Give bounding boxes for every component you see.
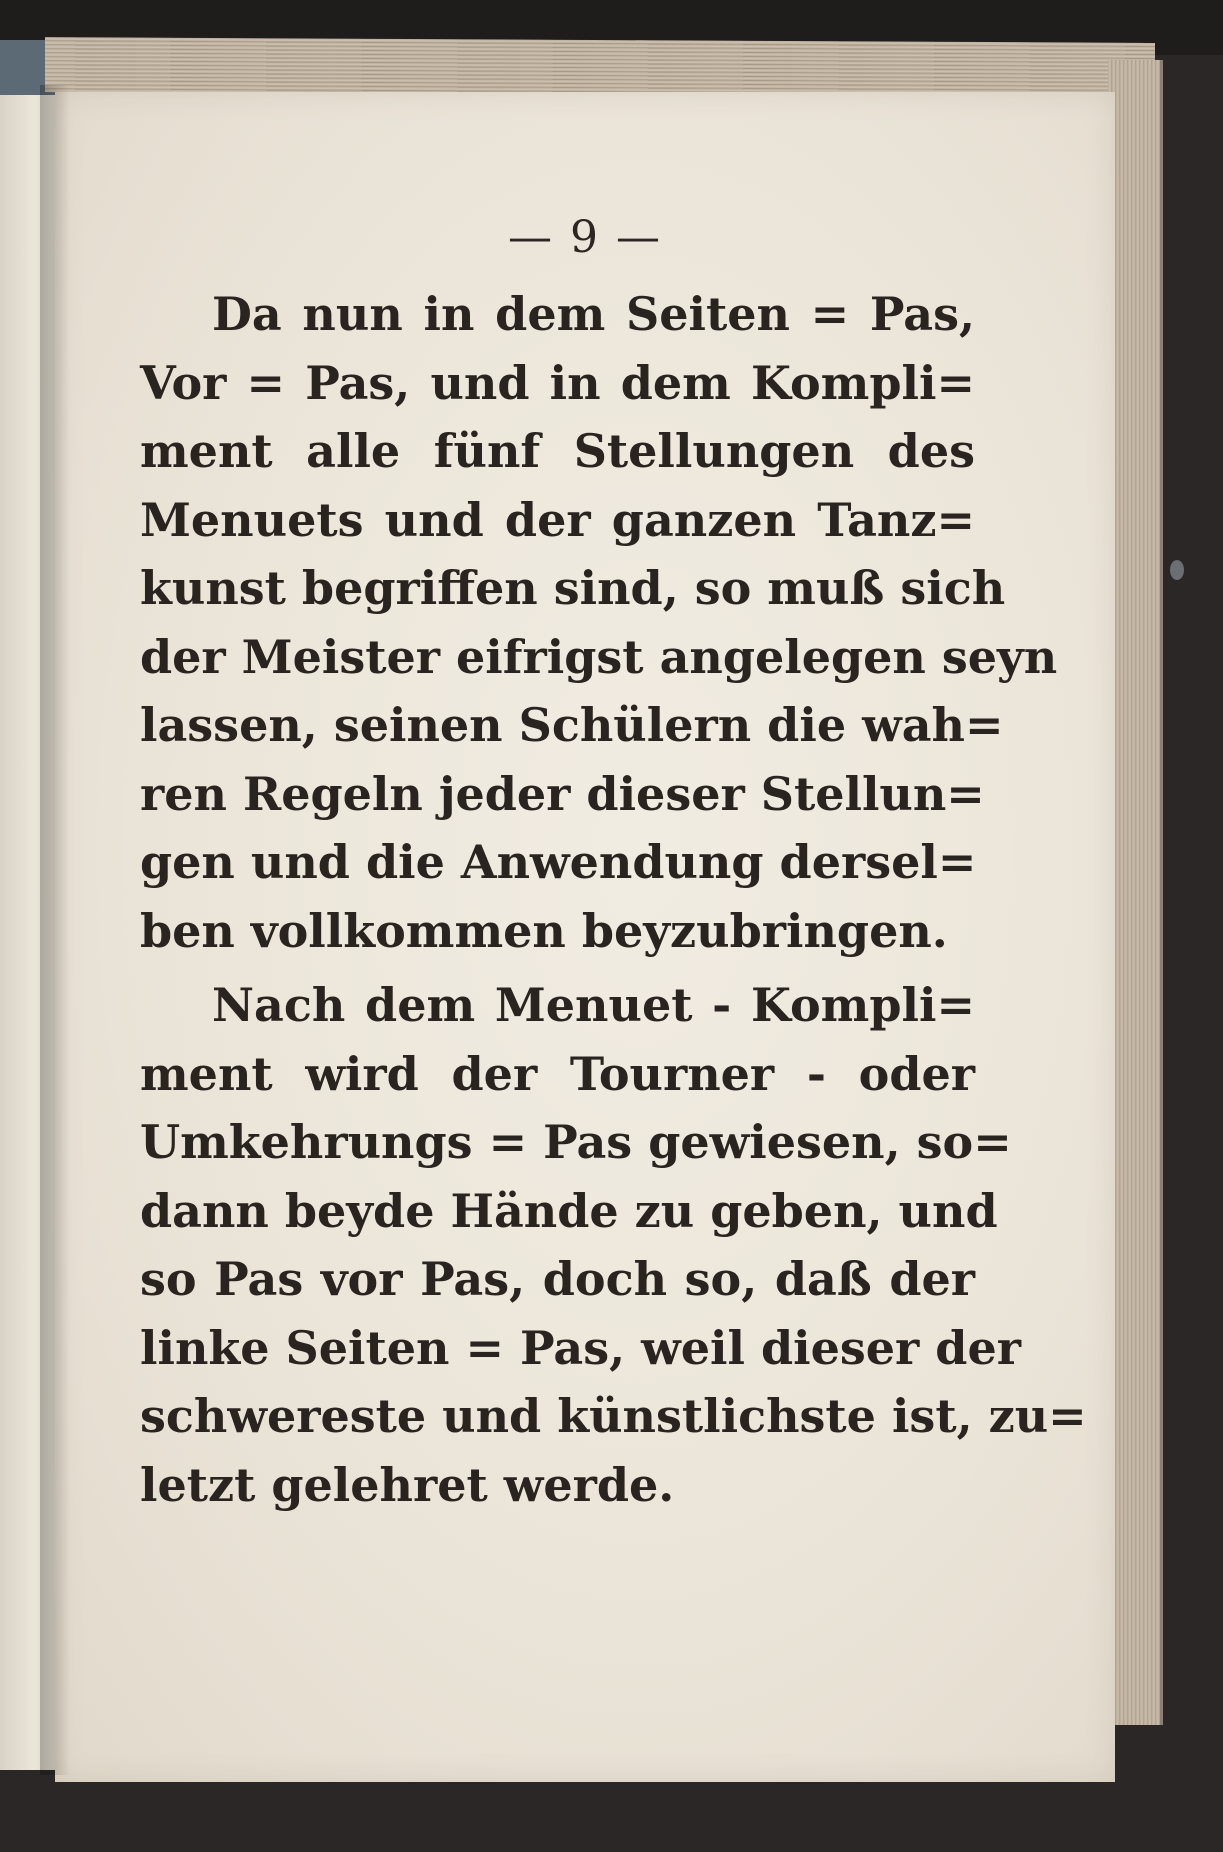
book-page xyxy=(55,92,1115,1782)
text-line: schwereste und künstlichste ist, zu= xyxy=(140,1389,1087,1443)
text-line: gen und die Anwendung dersel= xyxy=(140,835,977,889)
text-line: ment alle fünf Stellungen des xyxy=(140,424,975,478)
text-line: Umkehrungs = Pas gewiesen, so= xyxy=(140,1115,1012,1169)
edge-smudge xyxy=(1170,560,1184,580)
page-body-text xyxy=(140,280,1087,1519)
text-line: kunst begriffen sind, so muß sich xyxy=(140,561,1006,615)
page-stack-top-edge xyxy=(45,37,1155,98)
text-line: letzt gelehret werde. xyxy=(140,1457,675,1512)
text-line: ben vollkommen beyzubringen. xyxy=(140,903,948,958)
text-line: Da nun in dem Seiten = Pas, xyxy=(212,287,975,341)
text-line: ren Regeln jeder dieser Stellun= xyxy=(140,766,985,821)
text-line: Nach dem Menuet - Kompli= xyxy=(212,978,975,1032)
text-line: der Meister eifrigst angelegen seyn xyxy=(140,629,1058,684)
text-line: Vor = Pas, und in dem Kompli= xyxy=(140,355,975,410)
text-line: Menuets und der ganzen Tanz= xyxy=(140,492,975,547)
text-line: linke Seiten = Pas, weil dieser der xyxy=(140,1320,1021,1375)
text-line: so Pas vor Pas, doch so, daß der xyxy=(140,1252,975,1306)
page-number: — 9 — xyxy=(508,212,662,263)
text-line: ment wird der Tourner - oder xyxy=(140,1046,975,1101)
page-stack-right-edge xyxy=(1108,60,1163,1725)
gutter-shadow xyxy=(40,85,70,1775)
text-line: dann beyde Hände zu geben, und xyxy=(140,1183,998,1238)
text-line: lassen, seinen Schülern die wah= xyxy=(140,698,1004,752)
